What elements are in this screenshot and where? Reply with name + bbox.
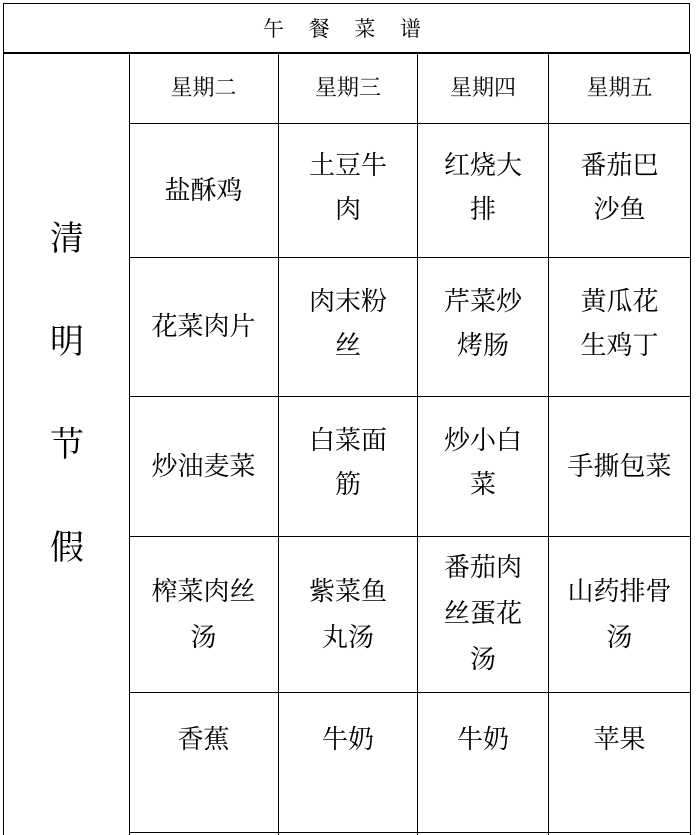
menu-cell — [549, 397, 691, 537]
dish-name: 牛奶 — [321, 725, 374, 755]
holiday-label-char: 明 — [50, 322, 84, 362]
menu-cell — [418, 693, 549, 835]
dish-name: 白菜面 筋 — [308, 426, 387, 500]
day-header: 星期四 — [418, 54, 549, 124]
menu-cell — [549, 693, 691, 835]
menu-cell — [549, 258, 691, 397]
menu-cell — [418, 258, 549, 397]
menu-cell — [129, 693, 279, 835]
menu-cell — [129, 537, 279, 693]
day-header: 星期三 — [279, 54, 418, 124]
holiday-label-char: 假 — [50, 528, 84, 568]
dish-name: 紫菜鱼 丸汤 — [308, 577, 387, 653]
dish-name: 牛奶 — [456, 725, 509, 755]
menu-cell — [129, 258, 279, 397]
menu-cell — [279, 124, 418, 258]
menu-cell — [279, 397, 418, 537]
dish-name: 黄瓜花 生鸡丁 — [580, 287, 659, 361]
dish-name: 炒油麦菜 — [151, 451, 256, 482]
dish-name: 花菜肉片 — [151, 312, 256, 342]
menu-cell — [418, 397, 549, 537]
holiday-label-char: 清 — [50, 219, 84, 259]
menu-cell — [549, 537, 691, 693]
menu-cell — [279, 693, 418, 835]
dish-name: 芹菜炒 烤肠 — [443, 287, 522, 361]
dish-name: 盐酥鸡 — [164, 175, 243, 206]
dish-name: 番茄巴 沙鱼 — [580, 151, 659, 225]
holiday-label-char: 节 — [50, 425, 84, 465]
holiday-label — [3, 54, 130, 835]
dish-name: 榨菜肉丝 汤 — [151, 577, 256, 653]
menu-cell — [129, 124, 279, 258]
menu-cell — [549, 124, 691, 258]
day-header: 星期二 — [129, 54, 279, 124]
menu-cell — [418, 537, 549, 693]
menu-cell — [418, 124, 549, 258]
dish-name: 肉末粉 丝 — [308, 287, 387, 361]
dish-name: 山药排骨 汤 — [567, 577, 672, 653]
menu-cell — [279, 537, 418, 693]
menu-title: 午 餐 菜 谱 — [3, 3, 690, 54]
menu-grid — [129, 54, 691, 835]
dish-name: 土豆牛 肉 — [308, 151, 387, 225]
dish-name: 苹果 — [593, 725, 646, 755]
dish-name: 炒小白 菜 — [443, 426, 522, 500]
day-header: 星期五 — [549, 54, 691, 124]
menu-cell — [129, 397, 279, 537]
menu-cell — [279, 258, 418, 397]
dish-name: 红烧大 排 — [443, 151, 522, 225]
dish-name: 手撕包菜 — [567, 451, 672, 482]
dish-name: 香蕉 — [177, 725, 230, 755]
dish-name: 番茄肉 丝蛋花 汤 — [443, 553, 522, 675]
